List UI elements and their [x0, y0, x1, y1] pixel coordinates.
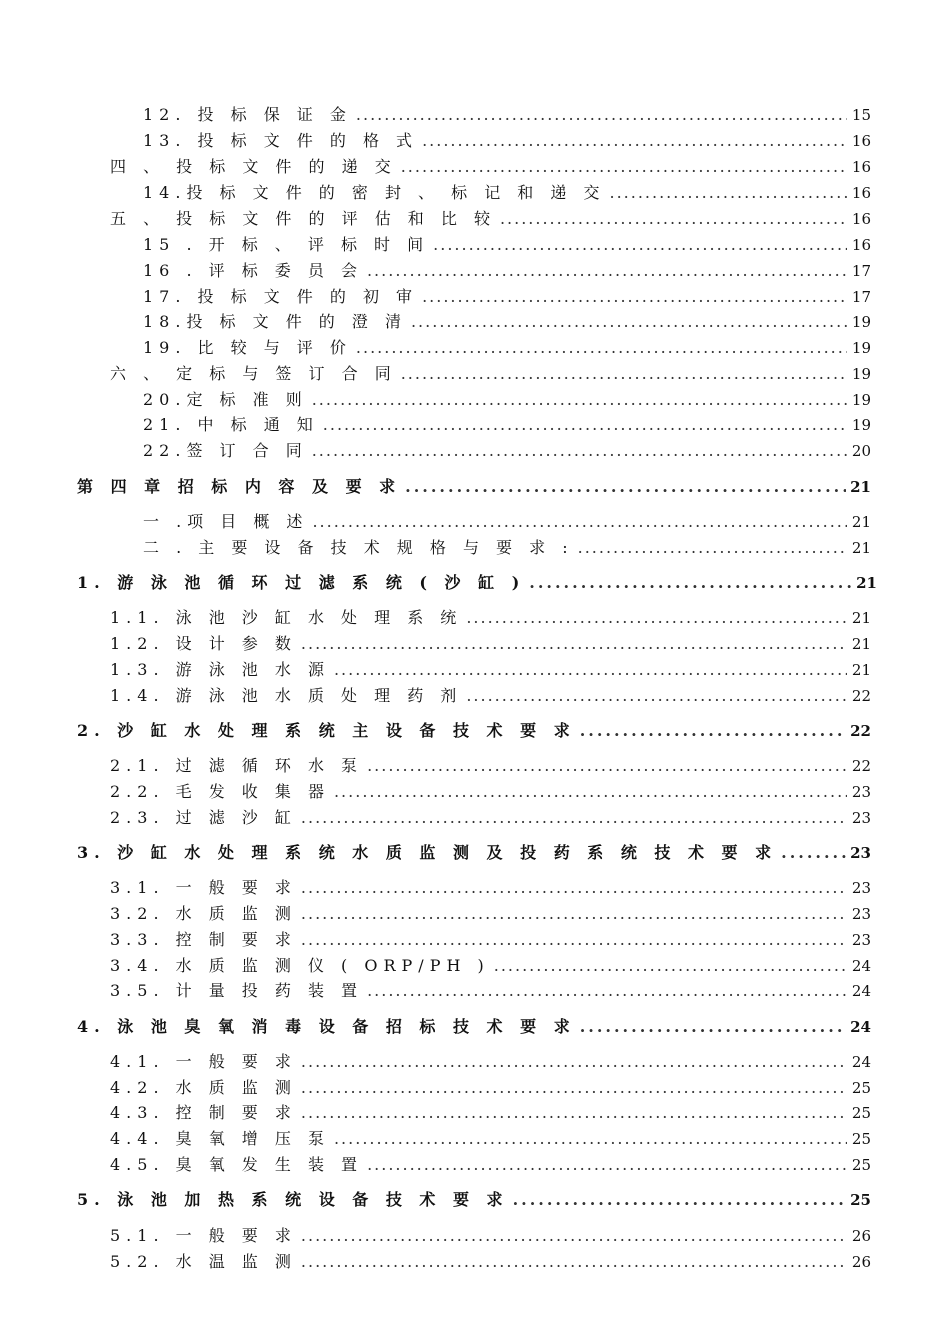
- toc-entry-page: 19: [851, 339, 871, 357]
- toc-entry-label: 4.4. 臭 氧 增 压 泵: [110, 1129, 330, 1148]
- toc-entry[interactable]: [110, 208, 871, 230]
- toc-leader: [301, 1102, 847, 1124]
- toc-leader: [500, 208, 847, 230]
- toc-entry-page: 21: [851, 635, 871, 653]
- toc-leader: [580, 720, 846, 742]
- toc-leader: [494, 955, 847, 977]
- toc-entry-label: 18.投 标 文 件 的 澄 清: [143, 312, 407, 331]
- toc-leader: [312, 511, 847, 533]
- toc-leader: [609, 182, 847, 204]
- toc-leader: [356, 104, 847, 126]
- toc-entry[interactable]: [110, 633, 871, 655]
- toc-leader: [781, 842, 846, 864]
- toc-entry[interactable]: [110, 1251, 871, 1273]
- toc-leader: [433, 234, 847, 256]
- toc-entry-page: 17: [851, 262, 871, 280]
- toc-entry[interactable]: [110, 980, 871, 1002]
- toc-leader: [301, 1077, 847, 1099]
- toc-entry-page: 22: [850, 722, 871, 740]
- toc-leader: [513, 1189, 847, 1211]
- toc-leader: [334, 1128, 847, 1150]
- toc-leader: [367, 260, 847, 282]
- toc-entry-page: 21: [851, 539, 871, 557]
- toc-leader: [356, 337, 847, 359]
- toc-entry[interactable]: [143, 311, 871, 333]
- toc-entry[interactable]: [110, 685, 871, 707]
- toc-entry-label: 4. 泳 池 臭 氧 消 毒 设 备 招 标 技 术 要 求: [77, 1017, 576, 1036]
- toc-entry-page: 23: [851, 931, 871, 949]
- toc-entry-page: 21: [851, 661, 871, 679]
- toc-entry-label: 3.1. 一 般 要 求: [110, 878, 297, 897]
- toc-entry-label: 4.1. 一 般 要 求: [110, 1052, 297, 1071]
- toc-leader: [529, 572, 852, 594]
- toc-entry-page: 22: [851, 757, 871, 775]
- toc-entry-page: 16: [851, 210, 871, 228]
- toc-leader: [301, 877, 847, 899]
- toc-entry[interactable]: [110, 1077, 871, 1099]
- toc-entry-label: 13. 投 标 文 件 的 格 式: [143, 131, 419, 150]
- toc-chapter-entry[interactable]: [77, 476, 871, 498]
- toc-entry-page: 24: [851, 957, 871, 975]
- toc-entry[interactable]: [110, 363, 871, 385]
- toc-entry-label: 15 . 开 标 、 评 标 时 间: [143, 235, 430, 254]
- toc-leader: [301, 903, 847, 925]
- toc-entry-label: 五 、 投 标 文 件 的 评 估 和 比 较: [110, 209, 496, 228]
- toc-section-entry[interactable]: [77, 842, 871, 864]
- toc-entry-label: 20.定 标 准 则: [143, 390, 308, 409]
- toc-entry[interactable]: [143, 260, 871, 282]
- toc-entry[interactable]: [143, 537, 871, 559]
- toc-leader: [301, 1251, 847, 1273]
- toc-section-entry[interactable]: [77, 572, 877, 594]
- toc-entry-page: 24: [851, 1053, 871, 1071]
- toc-entry[interactable]: [143, 389, 871, 411]
- toc-entry-label: 一 .项 目 概 述: [143, 512, 309, 531]
- toc-leader: [301, 1225, 847, 1247]
- toc-entry-label: 16 . 评 标 委 员 会: [143, 261, 363, 280]
- toc-entry-label: 3.3. 控 制 要 求: [110, 930, 297, 949]
- toc-entry-page: 24: [851, 982, 871, 1000]
- toc-leader: [301, 929, 847, 951]
- toc-leader: [422, 130, 847, 152]
- toc-entry-page: 16: [851, 184, 871, 202]
- toc-entry-page: 25: [851, 1130, 871, 1148]
- toc-entry[interactable]: [110, 659, 871, 681]
- toc-entry-page: 23: [851, 905, 871, 923]
- toc-leader: [301, 807, 847, 829]
- toc-entry-label: 4.5. 臭 氧 发 生 装 置: [110, 1155, 364, 1174]
- toc-entry-label: 3. 沙 缸 水 处 理 系 统 水 质 监 测 及 投 药 系 统 技 术 要 求: [77, 843, 778, 862]
- toc-entry[interactable]: [110, 903, 871, 925]
- toc-entry[interactable]: [110, 1051, 871, 1073]
- toc-entry-label: 1.3. 游 泳 池 水 源: [110, 660, 330, 679]
- toc-entry-page: 26: [851, 1253, 871, 1271]
- toc-entry[interactable]: [110, 607, 871, 629]
- toc-entry-page: 21: [856, 574, 877, 592]
- toc-entry-page: 19: [851, 313, 871, 331]
- toc-leader: [466, 607, 847, 629]
- toc-leader: [301, 633, 847, 655]
- toc-entry-page: 25: [850, 1191, 871, 1209]
- toc-entry-page: 19: [851, 391, 871, 409]
- toc-leader: [367, 755, 847, 777]
- toc-entry-page: 23: [850, 844, 871, 862]
- toc-leader: [334, 781, 847, 803]
- toc-leader: [334, 659, 847, 681]
- toc-section-entry[interactable]: [77, 1189, 871, 1211]
- toc-entry-page: 21: [851, 609, 871, 627]
- toc-entry[interactable]: [110, 1102, 871, 1124]
- toc-entry-label: 2.2. 毛 发 收 集 器: [110, 782, 330, 801]
- toc-leader: [312, 389, 847, 411]
- toc-entry-page: 20: [851, 442, 871, 460]
- toc-entry-label: 12. 投 标 保 证 金: [143, 105, 352, 124]
- toc-entry[interactable]: [143, 511, 871, 533]
- toc-leader: [367, 1154, 847, 1176]
- toc-leader: [466, 685, 847, 707]
- toc-entry-label: 17. 投 标 文 件 的 初 审: [143, 287, 419, 306]
- toc-entry-page: 26: [851, 1227, 871, 1245]
- toc-entry[interactable]: [143, 234, 871, 256]
- toc-entry-label: 2.1. 过 滤 循 环 水 泵: [110, 756, 364, 775]
- toc-entry-label: 六 、 定 标 与 签 订 合 同: [110, 364, 397, 383]
- toc-entry[interactable]: [143, 440, 871, 462]
- toc-entry-label: 4.2. 水 质 监 测: [110, 1078, 297, 1097]
- toc-entry-page: 25: [851, 1104, 871, 1122]
- toc-entry-label: 二 . 主 要 设 备 技 术 规 格 与 要 求 :: [143, 538, 574, 557]
- toc-entry-label: 14.投 标 文 件 的 密 封 、 标 记 和 递 交: [143, 183, 606, 202]
- toc-entry-page: 16: [851, 132, 871, 150]
- toc-leader: [411, 311, 847, 333]
- toc-entry-page: 15: [851, 106, 871, 124]
- toc-entry-page: 23: [851, 783, 871, 801]
- toc-entry[interactable]: [110, 1154, 871, 1176]
- toc-entry-page: 24: [850, 1018, 871, 1036]
- toc-entry[interactable]: [110, 877, 871, 899]
- toc-entry[interactable]: [143, 286, 871, 308]
- toc-leader: [323, 414, 847, 436]
- toc-entry-label: 22.签 订 合 同: [143, 441, 308, 460]
- toc-entry[interactable]: [110, 781, 871, 803]
- toc-entry[interactable]: [143, 130, 871, 152]
- toc-entry-label: 3.4. 水 质 监 测 仪 ( ORP/PH ): [110, 956, 490, 975]
- toc-entry[interactable]: [110, 755, 871, 777]
- toc-entry-label: 第 四 章 招 标 内 容 及 要 求: [77, 477, 402, 496]
- toc-entry-label: 5.2. 水 温 监 测: [110, 1252, 297, 1271]
- toc-leader: [578, 537, 847, 559]
- toc-entry[interactable]: [143, 414, 871, 436]
- toc-entry-page: 19: [851, 365, 871, 383]
- toc-entry[interactable]: [110, 156, 871, 178]
- toc-entry-label: 3.2. 水 质 监 测: [110, 904, 297, 923]
- toc-entry-label: 1.4. 游 泳 池 水 质 处 理 药 剂: [110, 686, 463, 705]
- toc-section-entry[interactable]: [77, 1016, 871, 1038]
- toc-entry-label: 2. 沙 缸 水 处 理 系 统 主 设 备 技 术 要 求: [77, 721, 576, 740]
- toc-leader: [312, 440, 847, 462]
- toc-section-entry[interactable]: [77, 720, 871, 742]
- toc-entry-page: 19: [851, 416, 871, 434]
- toc-entry-page: 25: [851, 1079, 871, 1097]
- toc-leader: [301, 1051, 847, 1073]
- toc-leader: [405, 476, 846, 498]
- toc-entry[interactable]: [143, 104, 871, 126]
- toc-leader: [401, 156, 847, 178]
- toc-entry[interactable]: [110, 1225, 871, 1247]
- toc-entry[interactable]: [110, 807, 871, 829]
- toc-entry-label: 5.1. 一 般 要 求: [110, 1226, 297, 1245]
- toc-leader: [580, 1016, 846, 1038]
- toc-entry[interactable]: [110, 955, 871, 977]
- toc-entry-page: 21: [851, 513, 871, 531]
- toc-entry[interactable]: [110, 1128, 871, 1150]
- toc-entry-label: 2.3. 过 滤 沙 缸: [110, 808, 297, 827]
- toc-entry-page: 23: [851, 879, 871, 897]
- toc-entry-label: 四 、 投 标 文 件 的 递 交: [110, 157, 397, 176]
- toc-entry-label: 3.5. 计 量 投 药 装 置: [110, 981, 364, 1000]
- toc-entry-page: 22: [851, 687, 871, 705]
- toc-entry-label: 19. 比 较 与 评 价: [143, 338, 352, 357]
- toc-entry-label: 1.2. 设 计 参 数: [110, 634, 297, 653]
- toc-entry-page: 21: [850, 478, 871, 496]
- toc-entry-page: 23: [851, 809, 871, 827]
- toc-entry-page: 16: [851, 158, 871, 176]
- toc-leader: [422, 286, 847, 308]
- toc-leader: [401, 363, 847, 385]
- toc-leader: [367, 980, 847, 1002]
- toc-entry[interactable]: [143, 337, 871, 359]
- toc-entry-label: 1.1. 泳 池 沙 缸 水 处 理 系 统: [110, 608, 463, 627]
- toc-entry-page: 16: [851, 236, 871, 254]
- toc-entry[interactable]: [143, 182, 871, 204]
- toc-entry-label: 5. 泳 池 加 热 系 统 设 备 技 术 要 求: [77, 1190, 509, 1209]
- toc-entry-label: 4.3. 控 制 要 求: [110, 1103, 297, 1122]
- toc-entry-page: 25: [851, 1156, 871, 1174]
- toc-entry-page: 17: [851, 288, 871, 306]
- toc-entry-label: 21. 中 标 通 知: [143, 415, 319, 434]
- toc-entry[interactable]: [110, 929, 871, 951]
- toc-entry-label: 1. 游 泳 池 循 环 过 滤 系 统 ( 沙 缸 ): [77, 573, 526, 592]
